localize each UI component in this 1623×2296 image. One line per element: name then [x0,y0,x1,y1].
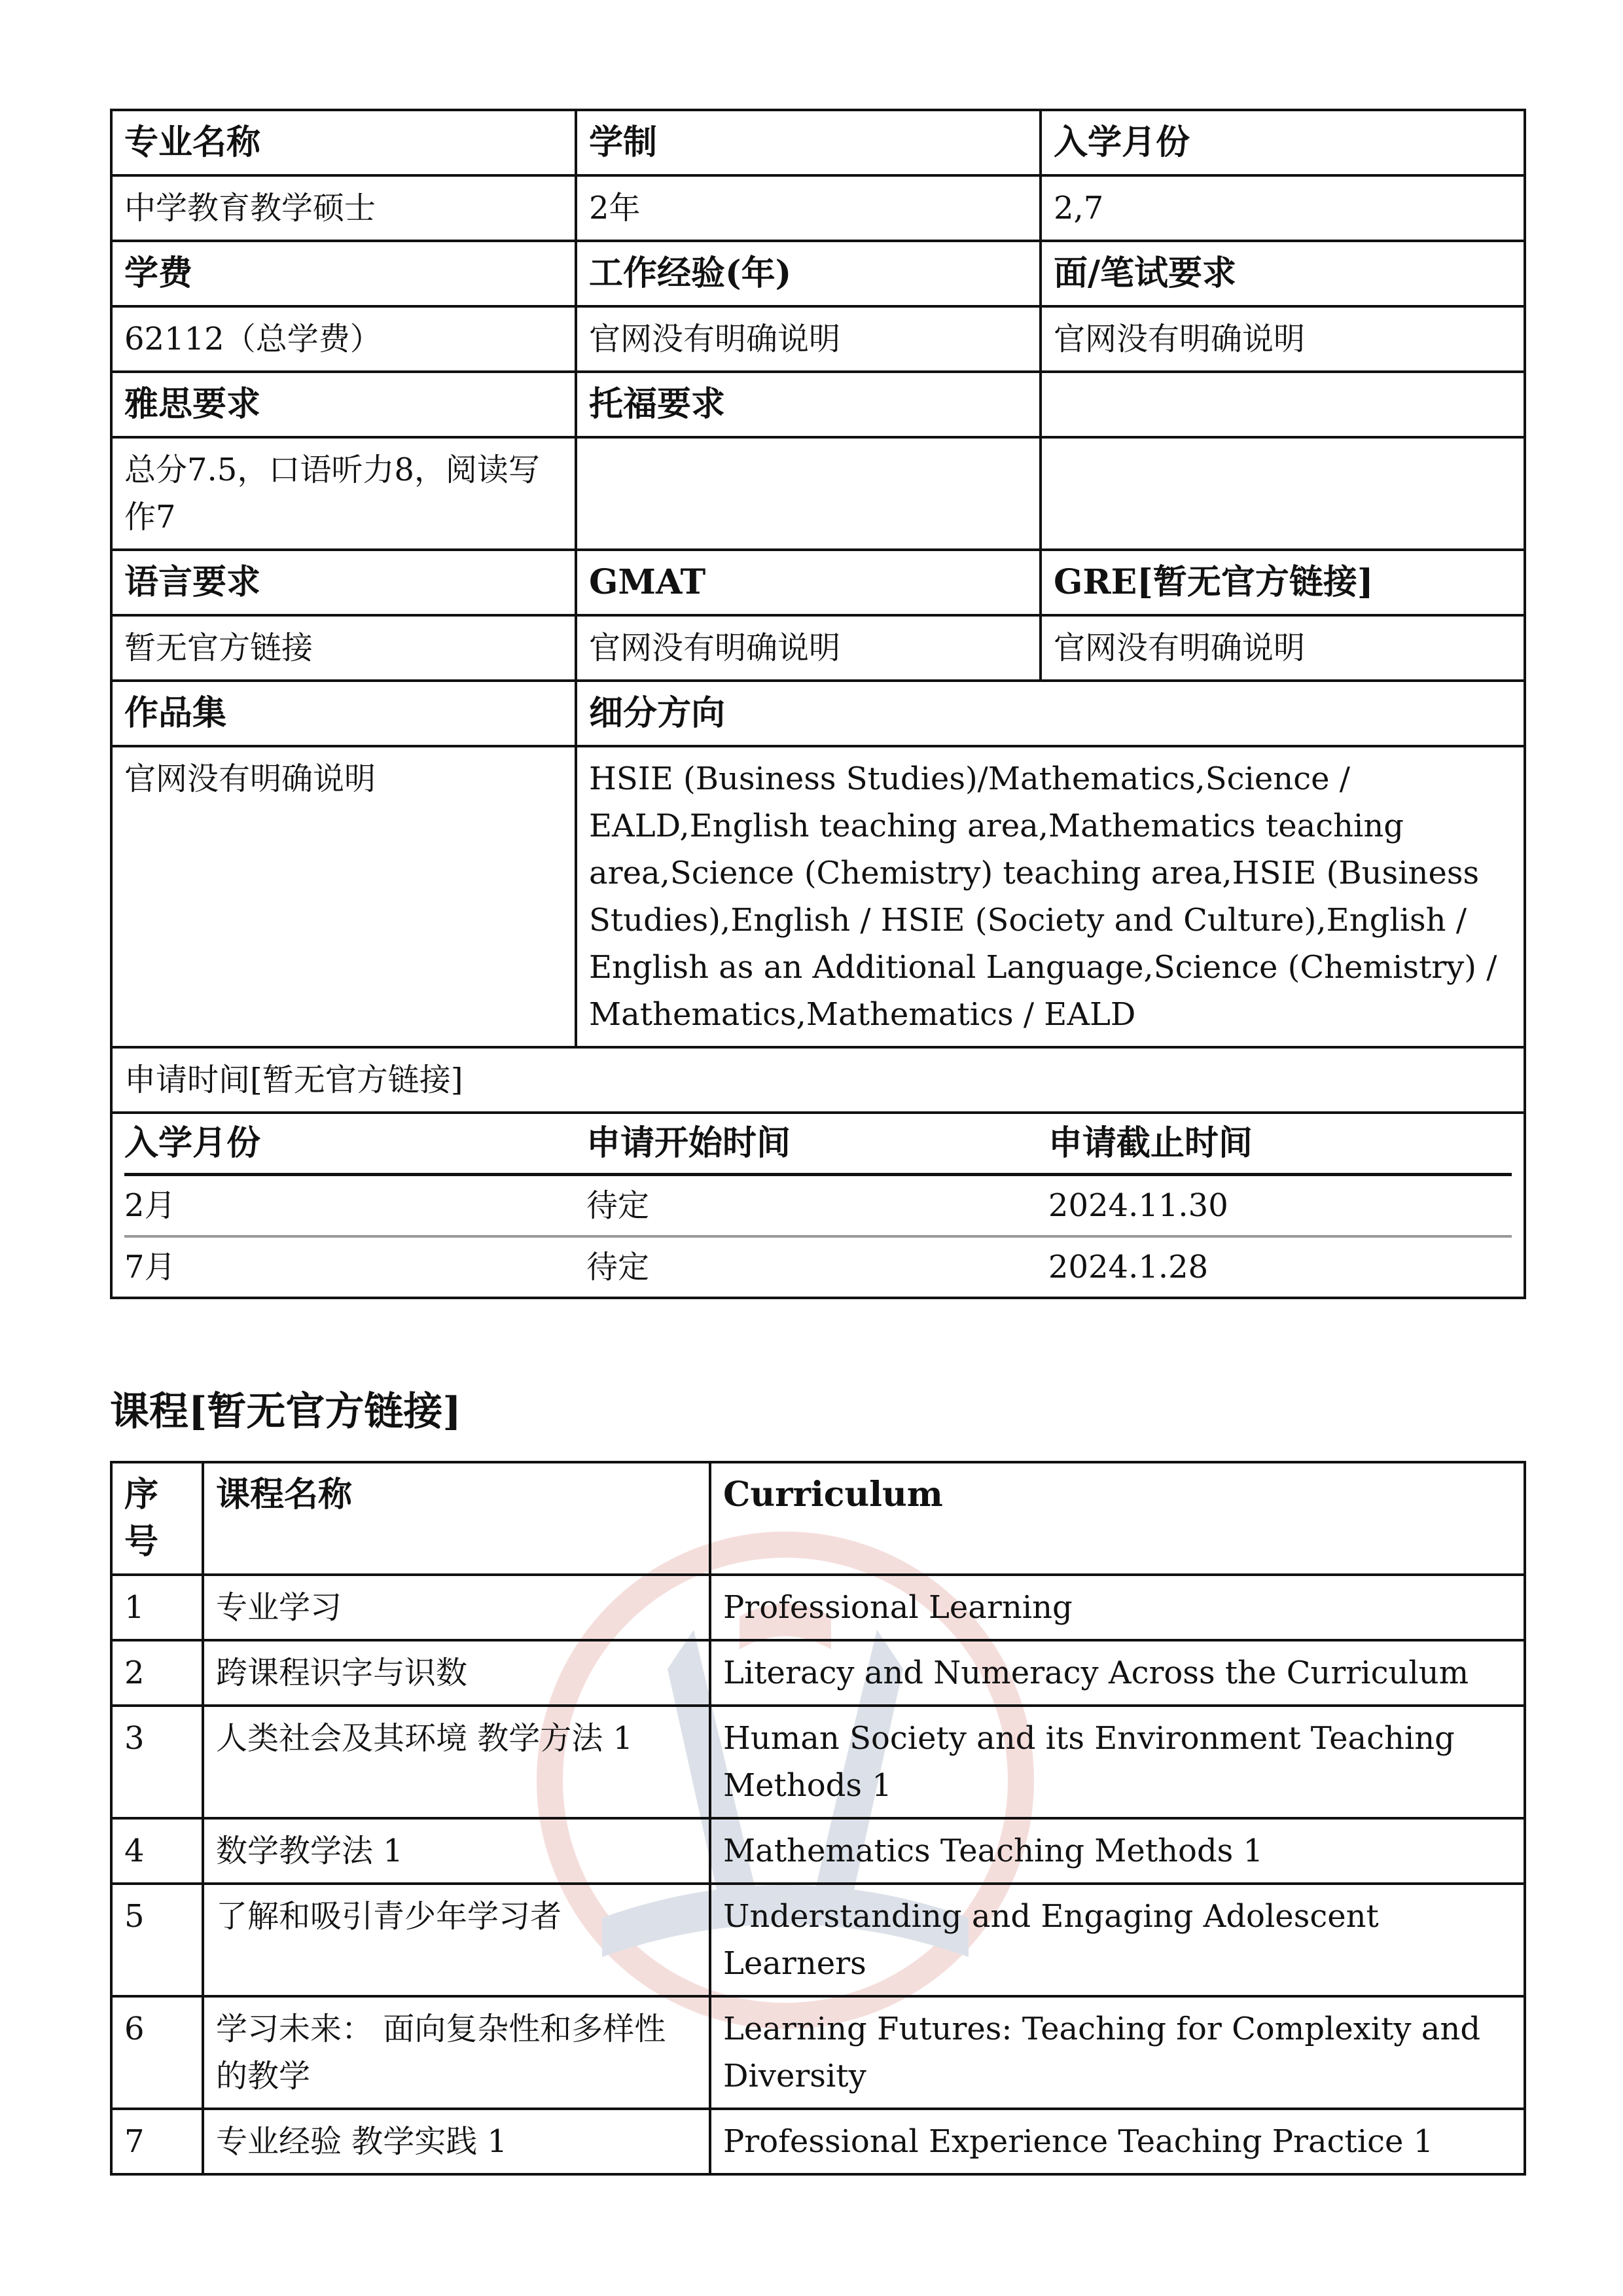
table-row [111,1575,1525,1640]
deadline: 2024.11.30 [1048,1175,1512,1237]
course-curriculum: Literacy and Numeracy Across the Curriculum [710,1640,1525,1706]
work-experience: 官网没有明确说明 [576,306,1041,372]
table-row [124,1175,1512,1237]
table-row [111,2109,1525,2174]
interview: 官网没有明确说明 [1041,306,1525,372]
header-course-name: 课程名称 [203,1462,710,1575]
course-number: 2 [111,1640,203,1706]
intake-month: 2月 [124,1175,586,1237]
application-title: 申请时间[暂无官方链接] [111,1047,1525,1113]
course-name: 专业学习 [203,1575,710,1640]
course-number: 1 [111,1575,203,1640]
header-deadline: 申请截止时间 [1048,1114,1512,1175]
header-intake-month: 入学月份 [124,1114,586,1175]
table-row [111,1640,1525,1706]
course-name: 了解和吸引青少年学习者 [203,1884,710,1996]
course-number: 6 [111,1996,203,2109]
specialisation: HSIE (Business Studies)/Mathematics,Science / EALD,English teaching area,Mathematics teaching area,Science (Chemistry) teaching area,HSIE (Business Studies),English / HSIE (Society and Culture),English / English as an Additional Language,Science (Chemistry) / Mathematics,Mathematics / EALD [576,746,1525,1047]
intake: 2,7 [1041,175,1525,241]
header-toefl: 托福要求 [576,372,1041,437]
course-curriculum: Learning Futures: Teaching for Complexity and Diversity [710,1996,1525,2109]
header-duration: 学制 [576,110,1041,175]
header-program-name: 专业名称 [111,110,576,175]
intake-month: 7月 [124,1249,176,1285]
header-portfolio: 作品集 [111,681,576,746]
program-info-table [110,109,1526,1299]
header-start-time: 申请开始时间 [586,1114,1048,1175]
header-gre: GRE[暂无官方链接] [1041,550,1525,615]
header-intake: 入学月份 [1041,110,1525,175]
course-name: 专业经验 教学实践 1 [203,2109,710,2174]
start-time: 待定 [586,1175,1048,1237]
language: 暂无官方链接 [111,615,576,681]
table-row [111,1884,1525,1996]
header-gmat: GMAT [576,550,1041,615]
ielts: 总分7.5，口语听力8，阅读写作7 [111,437,576,550]
course-name: 跨课程识字与识数 [203,1640,710,1706]
course-number: 7 [111,2109,203,2174]
deadline: 2024.1.28 [1048,1249,1209,1285]
header-work-experience: 工作经验(年) [576,241,1041,306]
empty-cell [1041,437,1525,550]
tuition: 62112（总学费） [111,306,576,372]
header-tuition: 学费 [111,241,576,306]
course-curriculum: Professional Experience Teaching Practice 1 [710,2109,1525,2174]
portfolio: 官网没有明确说明 [111,746,576,1047]
course-curriculum: Understanding and Engaging Adolescent Learners [710,1884,1525,1996]
course-curriculum: Mathematics Teaching Methods 1 [710,1818,1525,1884]
header-curriculum: Curriculum [710,1462,1525,1575]
table-row [111,1818,1525,1884]
course-name: 学习未来： 面向复杂性和多样性的教学 [203,1996,710,2109]
header-language: 语言要求 [111,550,576,615]
header-specialisation: 细分方向 [576,681,1525,746]
table-row [111,1706,1525,1818]
course-number: 4 [111,1818,203,1884]
course-curriculum: Human Society and its Environment Teaching Methods 1 [710,1706,1525,1818]
application-dates-cell [111,1113,1525,1298]
application-dates-table [124,1114,1512,1297]
gmat: 官网没有明确说明 [576,615,1041,681]
header-number: 序号 [111,1462,203,1575]
duration: 2年 [576,175,1041,241]
course-number: 5 [111,1884,203,1996]
start-time: 待定 [586,1249,649,1285]
empty-cell [1041,372,1525,437]
program-name: 中学教育教学硕士 [111,175,576,241]
gre: 官网没有明确说明 [1041,615,1525,681]
course-number: 3 [111,1706,203,1818]
courses-table [110,1461,1526,2176]
toefl [576,437,1041,550]
header-ielts: 雅思要求 [111,372,576,437]
course-name: 数学教学法 1 [203,1818,710,1884]
table-row [124,1236,1512,1297]
header-interview: 面/笔试要求 [1041,241,1525,306]
table-row [111,1996,1525,2109]
course-curriculum: Professional Learning [710,1575,1525,1640]
courses-section-title: 课程[暂无官方链接] [110,1389,461,1435]
course-name: 人类社会及其环境 教学方法 1 [203,1706,710,1818]
